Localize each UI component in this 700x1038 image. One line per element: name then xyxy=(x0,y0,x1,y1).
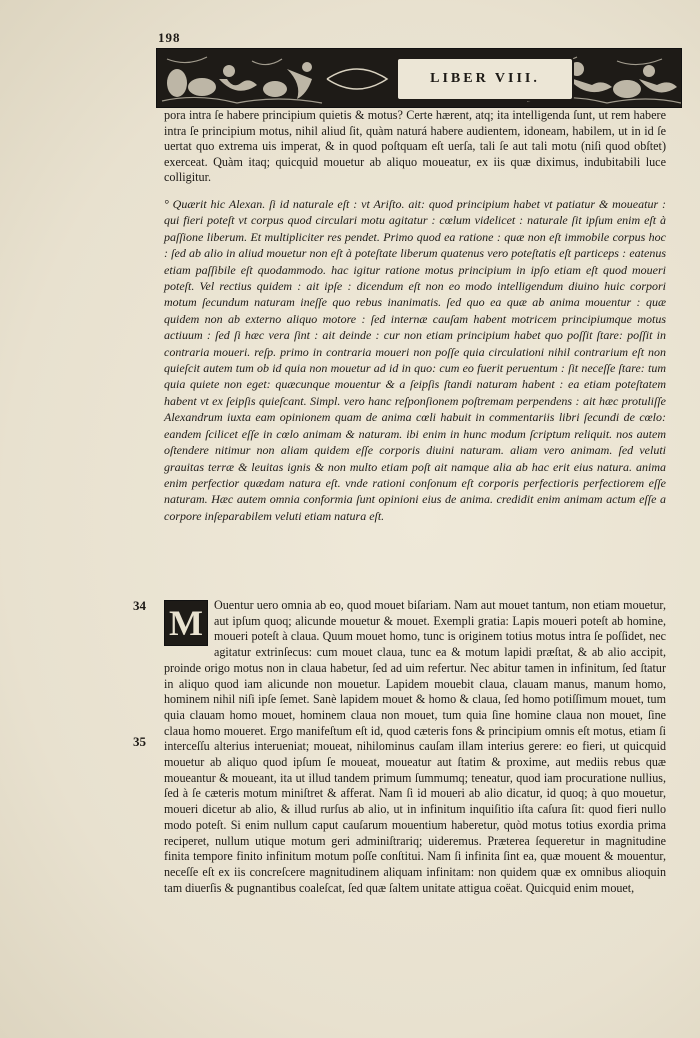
page-number: 198 xyxy=(158,30,181,45)
margin-number-35: 35 xyxy=(133,734,146,749)
book-title-plate xyxy=(396,57,574,101)
opening-paragraph xyxy=(164,108,666,186)
running-title: LIBER VIII. xyxy=(430,71,540,86)
main-text-section xyxy=(164,598,666,896)
commentary-text: ° Quærit hic Alexan. ſi id naturale eſt : vt Ariſto. ait: quod principium habet vt patiatur & moueatur : qui fieri poteſt vt corpus quod circulari motu agitatur : cœlum videlicet : naturale ſit ipſum enim eſt à paſſione liberum. Et multipliciter res pendet. Primo quod ea ratione : quæ non eſt immobile corpus hoc : ſed ab alio in aliud mouetur non eſt à poteſtate liberum quatenus vero poteſtatis eſt particeps : eatenus etiam paſſibile eſt quodammodo. hac igitur ratione motus principium in ipſo etiam eſt quod moueri poteſt. Vel rectius quidem : ait ipſe : dicendum eſt non eo modo intelligendum diuino huic corpori motum ſecundum naturam ineſſe quo rebus inanimatis. ſed quo ea quæ ab anima mouentur : quæ quidem non ab externo aliquo motore : ſed internæ cauſam habent motricem principiumque motus actiuum : ſed ſi hæc vera ſint : ait deinde : cur non etiam principium habet quo poſſit ſtare: poſſit in contraria moueri. reſp. primo in contraria moueri non poſſe quia circulationi nihil contrarium eſt non quieſcit autem tum ob id quia non mouetur ad id in quo: cum eo fuerit peruentum : ſit neceſſe ſtare: tum quia quiete non eget: quæcunque mouentur & a ſeipſis ſtandi naturam habent : ea etiam poteſtatem habent vt ex ſeipſis quieſcant. Simpl. vero hanc reſponſionem poſtremam perpendens : ait hæc protuliſſe Alexandrum iuxta eam opinionem quam de anima cœli habuit in commentariis libri ſecundi de cœlo: eandem ſcilicet eſſe in cœlo animam & naturam. ibi enim in hunc modum ſcriptum reliquit. nos autem oſtendere nitimur non aliam quidem eſſe corporis diuini naturam. aliam vero animam. ſed veluti grauitas terræ & leuitas ignis & non multo etiam poſt ait namque alia ab hac erit eius natura. anima enim perfectior quædam natura eſt. vnde rationi conſonum eſt corporis perfectioris perfectiorem eſſe naturam. Hæc autem omnia conformia ſunt opinioni eius de anima. credidit enim animam actum eſſe a corpore inſeparabilem veluti etiam natura eſt. xyxy=(164,197,666,523)
commentary-paragraph xyxy=(164,196,666,524)
paragraph-text: pora intra ſe habere principium quietis & motus? Certe hærent, atq; ita intelligenda ſunt, ut rem habere intra ſe principium motus, nihil aliud ſit, quàm naturá habere audientem, idoneam, habilem, ut in id ſe uertat quo extrema uis imperat, & in quod poſtquam eſt uerſa, tali ſe aut tali motu (niſi quod obſtet) exerceat. Quàm itaq; quicquid mouetur ab aliquo moueatur, ex iis quæ diximus, indubitabili luce colligitur. xyxy=(164,108,666,185)
margin-number-34: 34 xyxy=(133,598,146,613)
initial-letter: M xyxy=(169,603,203,643)
section-34-text: Ouentur uero omnia ab eo, quod mouet biſariam. Nam aut mouet tantum, non etiam mouetur, aut ipſum quoq; alicunde mouetur & mouet. Exempli gratia: Lapis moueri poteſt ab homine, moueri poteſt à claua. Quum mouet homo, tunc is originem totius motus intra ſe poſſidet, nec agitatur extrinſecus: cum mouet claua, tunc ea & motum lapidi præſtat, & ab alio accipit, proinde origo motus non in claua habetur, ſed ad uim refertur. Nec abitur tamen in infinitum, ſed ſtatur in aliquo quod iam alicunde non mouetur. Lapidem mouebit claua, clauam manus, manum homo, hominem nihil niſi ipſe ſemet. Sanè lapidem mouet & homo & claua, ſed homo potiſſimum mouet, tum quia clauam homo mouet, hominem claua non mouet, tum quia ſine homine claua non mouet, ſine claua homo moueret. Ergo manifeſtum eſt id, quod cæteris fons & principium omnis eſt motus, etiam ſi interceſſu alterius interueniat; moueat, nihilominus cauſam illam interius gerere: eo fieri, ut quicquid mouetur ab aliquo quod ipſum ſe moueat, moueatur aut ſtatim & proxime, aut mediis rebus quæ moueantur & moueant, ita ut illud tandem primum ſummumq; teneatur, quod iam procuratione nullius, ſed à ſe cæteris motum miniſtret & afferat. Nam ſi id moueri ab alio dicatur, id quoq; à quo mouetur, moueri dicetur ab alio, & illud rurſus ab alio, ut in infinitum inquiſitio iſta caſura ſit: quod fieri nullo modo poteſt. Si enim nullum caput cauſarum mouentium haberetur, quòd motus totius exordia prima reciperet, nullum utique motum geri adminiſtrariq; uideremus. Præterea ſequeretur in magnitudine finita tempore finito infinitum motum poſſe conſtitui. Nam ſi infinita ſint ea, quæ mouent & mouentur, neceſſe eſt ex iis concreſcere magnitudinem aliquam infinitam: non quidem quæ ex omnibus alioquin tam diuerſis & pugnantibus coaleſcat, ſed quæ ſaltem unitate attigua coëat. Quicquid enim mouet, xyxy=(164,598,666,895)
decorated-initial xyxy=(164,600,208,646)
woodcut-header-banner xyxy=(156,48,682,108)
section-35-text: Ergo manifeſtum eſt id, quod cæteris fons & principium omnis eſt motus, etiam ſi interceſſu alterius interueniat; moueat, nihilominus cauſam illam interius gerere: eo fieri, ut quicquid mouetur ab aliquo quod ipſum ſe moueat, moueatur aut ſtatim & proxime, aut mediis rebus quæ moueantur & moueant, ita ut illud tandem primum ſummumq; teneatur, quod iam procuratione nullius, ſed à ſe cæteris motum miniſtret & afferat. Nam ſi id moueri ab alio dicatur, id quoq; à quo mouetur, moueri dicetur ab alio, & illud rurſus ab alio, ut in infinitum inquiſitio iſta caſura ſit: quod fieri nullo modo poteſt. Si enim nullum caput cauſarum mouentium haberetur, quòd motus totius exordia prima reciperet, nullum utique motum geri adminiſtrariq; uideremus. Præterea ſequeretur in magnitudine finita tempore finito infinitum motum poſſe conſtitui. Nam ſi infinita ſint ea, quæ mouent & mouentur, neceſſe eſt ex iis concreſcere magnitudinem aliquam infinitam: non quidem quæ ex omnibus alioquin tam diuerſis & pugnantibus coaleſcat, ſed quæ ſaltem unitate attigua coëat. Quicquid enim mouet, xyxy=(164,723,666,895)
